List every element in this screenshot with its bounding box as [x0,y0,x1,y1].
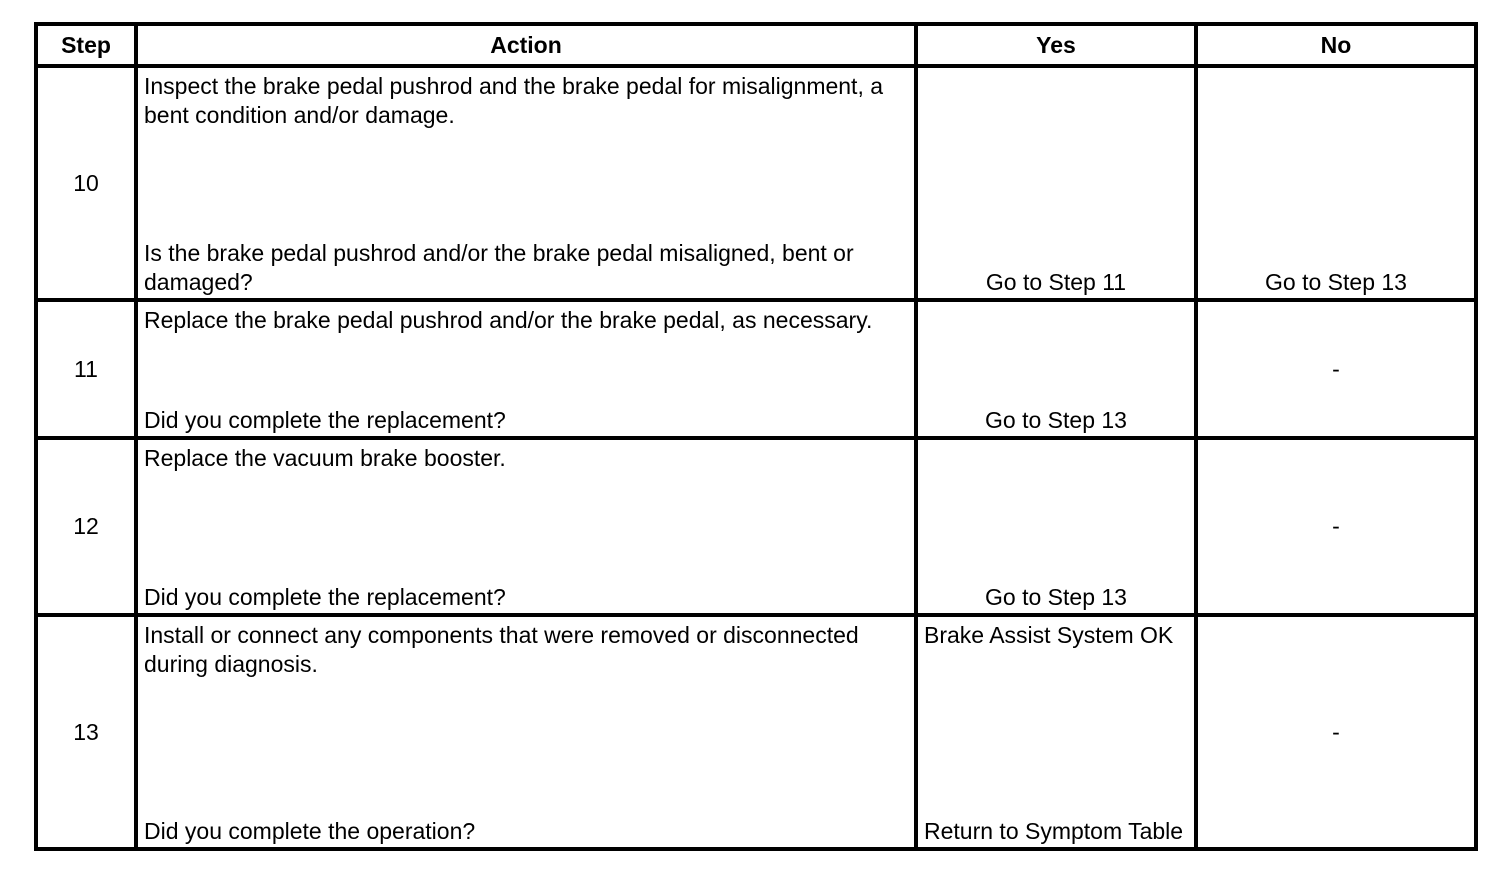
yes-cell [916,66,1196,300]
no-result [1196,66,1476,300]
table-row [36,300,1476,438]
header-action: Action [136,24,916,66]
no-result: - [1196,300,1476,438]
action-instruction: Inspect the brake pedal pushrod and the brake pedal for misalignment, a bent condition and/or damage. [144,73,884,128]
no-result: - [1196,615,1476,849]
action-question: Did you complete the operation? [144,818,476,844]
yes-result: Return to Symptom Table [924,818,1184,844]
action-cell [136,300,916,438]
yes-cell [916,438,1196,615]
step-number: 11 [36,300,136,438]
action-question: Did you complete the replacement? [144,584,506,610]
header-step: Step [36,24,136,66]
action-instruction: Replace the vacuum brake booster. [144,445,506,471]
action-question: Did you complete the replacement? [144,407,506,433]
action-instruction: Replace the brake pedal pushrod and/or the brake pedal, as necessary. [144,307,873,333]
step-number: 10 [36,66,136,300]
table-row [36,438,1476,615]
yes-cell [916,300,1196,438]
action-instruction: Install or connect any components that were removed or disconnected during diagnosis. [144,622,859,677]
yes-result: Go to Step 13 [985,584,1127,610]
table-row [36,615,1476,849]
action-cell [136,615,916,849]
action-question: Is the brake pedal pushrod and/or the brake pedal misaligned, bent or damaged? [144,240,854,295]
yes-cell [916,615,1196,849]
header-no: No [1196,24,1476,66]
yes-result: Go to Step 11 [985,269,1127,295]
no-result-text: Go to Step 13 [1265,269,1407,295]
action-cell [136,438,916,615]
table-header-row [36,24,1476,66]
header-yes: Yes [916,24,1196,66]
table-row [36,66,1476,300]
yes-note: Brake Assist System OK [924,622,1174,648]
action-cell [136,66,916,300]
yes-result: Go to Step 13 [985,407,1127,433]
step-number: 13 [36,615,136,849]
no-result: - [1196,438,1476,615]
diagnostic-table [34,22,1478,851]
step-number: 12 [36,438,136,615]
